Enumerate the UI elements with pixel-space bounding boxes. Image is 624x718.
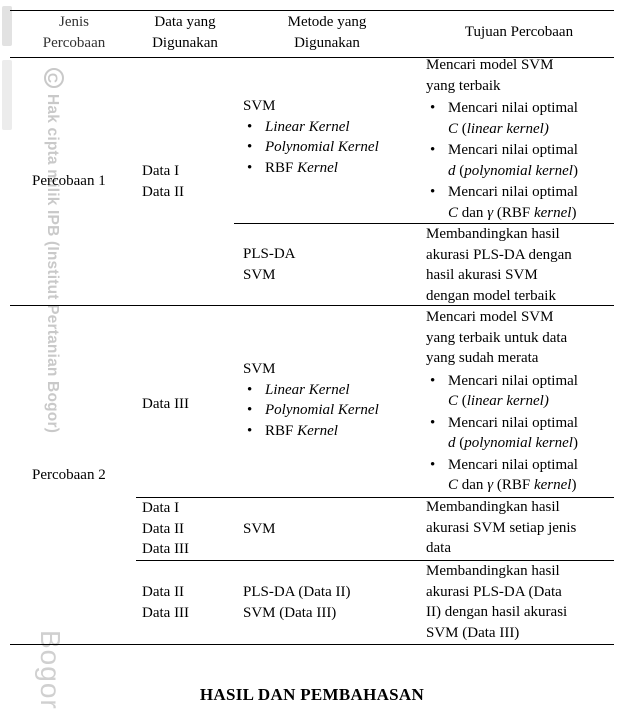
percobaan-2-methods-c: PLS-DA (Data II) SVM (Data III) (243, 584, 351, 621)
method-list (243, 117, 379, 179)
percobaan-1-purpose-b: Membandingkan hasil akurasi PLS-DA dengan hasil akurasi SVM dengan model terbaik (426, 226, 572, 304)
percobaan-1-data: Data I Data II (142, 163, 185, 200)
percobaan-1-methods (243, 96, 379, 178)
list-item: • RBF Kernel (243, 158, 379, 179)
section-heading: HASIL DAN PEMBAHASAN (199, 685, 425, 704)
percobaan-2-method-b: SVM (243, 521, 276, 537)
percobaan-2-data-c: Data II Data III (142, 584, 190, 621)
list-item: • RBF Kernel (243, 421, 379, 442)
watermark-bogor: Bogor (35, 630, 66, 710)
percobaan-2-purpose-c: Membandingkan hasil akurasi PLS-DA (Data II) dengan hasil akurasi SVM (Data III) (426, 563, 568, 641)
method-title: SVM (243, 361, 276, 377)
header-jenis-percobaan: Jenis Percobaan (42, 14, 106, 51)
copyright-icon: C (44, 68, 64, 88)
purpose-list (426, 371, 612, 496)
list-item: • Mencari nilai optimal C (linear kernel) (426, 98, 612, 139)
list-item: • Mencari nilai optimal d (polynomial kernel) (426, 140, 612, 181)
percobaan-1-label: Percobaan 1 (32, 173, 106, 189)
percobaan-1-purpose: Mencari model SVM yang terbaik • Mencari nilai optimal C (linear kernel) • Mencari nilai optimal d (polynomial kernel) • Mencari nilai optimal C dan γ (RBF kernel) (426, 55, 612, 223)
method-title: SVM (243, 98, 276, 114)
method-list (243, 380, 379, 442)
list-item: • Polynomial Kernel (243, 400, 379, 421)
header-data-digunakan: Data yang Digunakan (152, 14, 218, 51)
table-bottom-rule (10, 644, 614, 645)
list-item: • Polynomial Kernel (243, 137, 379, 158)
percobaan-2-purpose-a: Mencari model SVM yang terbaik untuk data yang sudah merata • Mencari nilai optimal C (linear kernel) • Mencari nilai optimal d (polynomial kernel) • Mencari nilai optimal C dan γ (RBF kernel) (426, 307, 612, 496)
watermark-faint-mark (2, 60, 12, 130)
table-top-rule (10, 10, 614, 11)
watermark-text: Hak cipta milik IPB (Institut Pertanian Bogor) (44, 94, 61, 434)
header-tujuan-percobaan: Tujuan Percobaan (464, 24, 574, 40)
watermark-edge (0, 0, 26, 718)
percobaan-2-data-a: Data III (142, 396, 190, 412)
purpose-list (426, 98, 612, 223)
list-item: • Mencari nilai optimal C dan γ (RBF kernel) (426, 455, 612, 496)
watermark-copyright (42, 68, 65, 433)
list-item: • Linear Kernel (243, 380, 379, 401)
header-metode-digunakan: Metode yang Digunakan (287, 14, 367, 51)
percobaan-2-data-b: Data I Data II Data III (142, 500, 190, 557)
percobaan-2-label: Percobaan 2 (32, 467, 106, 483)
watermark-faint-mark (2, 6, 12, 46)
list-item: • Mencari nilai optimal C dan γ (RBF kernel) (426, 182, 612, 223)
list-item: • Mencari nilai optimal d (polynomial kernel) (426, 413, 612, 454)
list-item: • Mencari nilai optimal C (linear kernel) (426, 371, 612, 412)
list-item: • Linear Kernel (243, 117, 379, 138)
percobaan-2-purpose-b: Membandingkan hasil akurasi SVM setiap jenis data (426, 499, 577, 556)
percobaan-2-methods-a (243, 359, 379, 441)
percobaan-1-methods-b: PLS-DA SVM (243, 246, 296, 283)
